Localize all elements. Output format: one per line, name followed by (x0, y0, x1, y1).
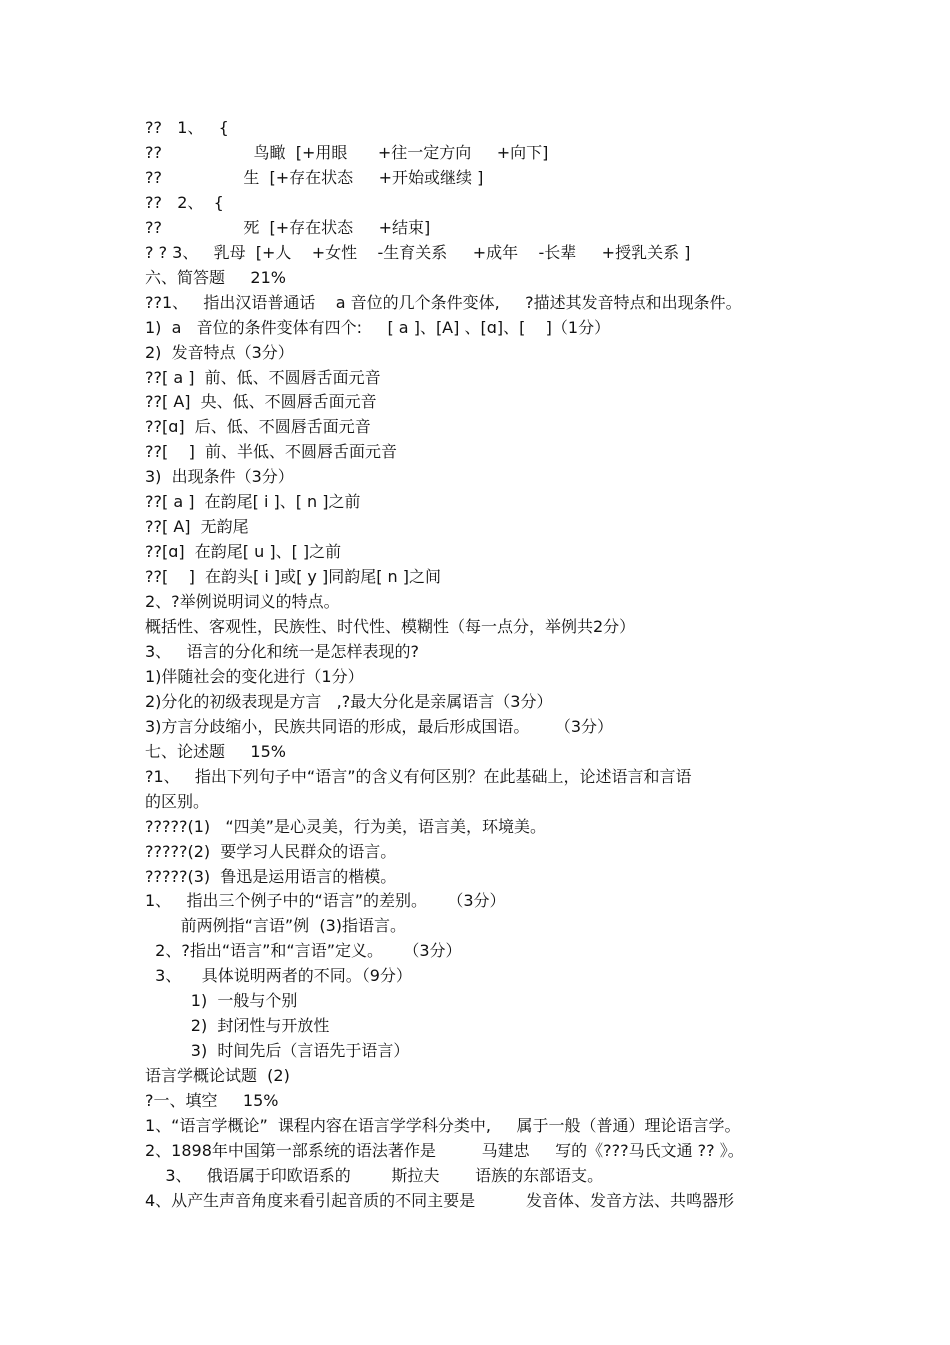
text-line: ?? 鸟瞰 [+用眼 +往一定方向 +向下] (145, 143, 549, 162)
answer-line: ??[ A] 无韵尾 (145, 517, 249, 536)
answer-line: 1、 指出三个例子中的“语言”的差别。 （3分） (145, 891, 506, 910)
question: 2、1898年中国第一部系统的语法著作是 马建忠 写的《???马氏文通 ?? 》。 (145, 1141, 744, 1160)
example-sentence: ?????(3) 鲁迅是运用语言的楷模。 (145, 867, 397, 886)
answer-line: ??[ɑ] 后、低、不圆唇舌面元音 (145, 417, 371, 436)
answer-line: 2)分化的初级表现是方言 ,?最大分化是亲属语言（3分） (145, 692, 553, 711)
text-line: ? ? 3、 乳母 [+人 +女性 -生育关系 +成年 -长辈 +授乳关系 ] (145, 243, 691, 262)
answer-line: 3)方言分歧缩小，民族共同语的形成，最后形成国语。 （3分） (145, 717, 614, 736)
section-heading: 六、简答题 21% (145, 268, 286, 287)
question: ??1、 指出汉语普通话 a 音位的几个条件变体, ?描述其发音特点和出现条件。 (145, 293, 742, 312)
answer-line: 前两例指“言语”例 (3)指语言。 (145, 916, 407, 935)
text-line: ?? 2、 { (145, 193, 224, 212)
answer-line: 1) a 音位的条件变体有四个: [ a ]、[A] 、[ɑ]、[ ]（1分） (145, 318, 611, 337)
question: 2、?举例说明词义的特点。 (145, 592, 340, 611)
answer-line: 2) 封闭性与开放性 (145, 1016, 330, 1035)
question: 3、 语言的分化和统一是怎样表现的? (145, 642, 419, 661)
answer-line: ??[ A] 央、低、不圆唇舌面元音 (145, 392, 377, 411)
example-sentence: ?????(1) “四美”是心灵美，行为美，语言美，环境美。 (145, 817, 546, 836)
question: ?1、 指出下列句子中“语言”的含义有何区别？在此基础上，论述语言和言语 (145, 767, 692, 786)
answer-line: 2、?指出“语言”和“言语”定义。 （3分） (145, 941, 462, 960)
question: 4、从产生声音角度来看引起音质的不同主要是 发音体、发音方法、共鸣器形 (145, 1191, 735, 1210)
answer-line: 2) 发音特点（3分） (145, 343, 294, 362)
text-line: ?? 1、 { (145, 118, 229, 137)
question: 1、“语言学概论” 课程内容在语言学学科分类中, 属于一般（普通）理论语言学。 (145, 1116, 741, 1135)
answer-line: 1)伴随社会的变化进行（1分） (145, 667, 364, 686)
answer-line: ??[ɑ] 在韵尾[ u ]、[ ]之前 (145, 542, 342, 561)
answer-line: 3) 出现条件（3分） (145, 467, 294, 486)
section-heading: ?一、填空 15% (145, 1091, 279, 1110)
section-heading: 七、论述题 15% (145, 742, 286, 761)
answer-line: ??[ ] 在韵头[ i ]或[ y ]同韵尾[ n ]之间 (145, 567, 442, 586)
answer-line: 3、 具体说明两者的不同。（9分） (145, 966, 412, 985)
answer-line: 3) 时间先后（言语先于语言） (145, 1041, 410, 1060)
exam-title: 语言学概论试题 (2) (145, 1066, 290, 1085)
example-sentence: ?????(2) 要学习人民群众的语言。 (145, 842, 397, 861)
question: 的区别。 (145, 792, 210, 811)
question: 3、 俄语属于印欧语系的 斯拉夫 语族的东部语支。 (145, 1166, 604, 1185)
answer-line: ??[ a ] 在韵尾[ i ]、[ n ]之前 (145, 492, 361, 511)
text-line: ?? 死 [+存在状态 +结束] (145, 218, 431, 237)
answer-line: ??[ a ] 前、低、不圆唇舌面元音 (145, 368, 381, 387)
answer-line: 1) 一般与个别 (145, 991, 298, 1010)
text-line: ?? 生 [+存在状态 +开始或继续 ] (145, 168, 484, 187)
answer-line: ??[ ] 前、半低、不圆唇舌面元音 (145, 442, 397, 461)
answer-line: 概括性、客观性，民族性、时代性、模糊性（每一点分，举例共2分） (145, 617, 636, 636)
